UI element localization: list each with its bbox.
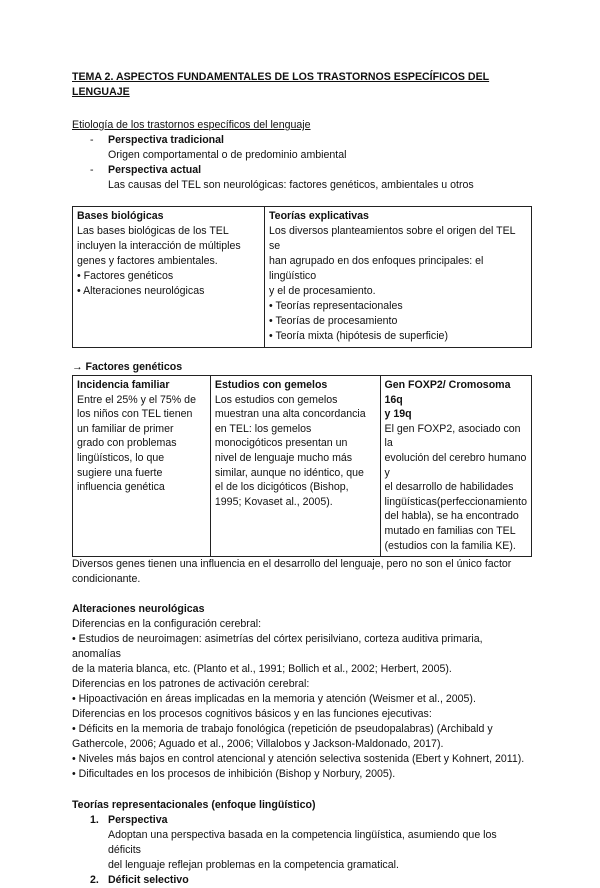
cell-line: un familiar de primer bbox=[77, 422, 174, 435]
cell-line: • Factores genéticos bbox=[77, 270, 174, 282]
cell-line: El gen FOXP2, asociado con la bbox=[384, 422, 521, 450]
cell-line: (estudios con la familia KE). bbox=[384, 539, 516, 552]
neuro-body bbox=[72, 617, 532, 782]
neuro-line: • Déficits en la memoria de trabajo fonológica (repetición de pseudopalabras) (Archibald y bbox=[72, 723, 493, 736]
cell-line: sugiere una fuerte bbox=[77, 466, 163, 479]
cell-line: incluyen la interacción de múltiples bbox=[77, 240, 241, 252]
list-item bbox=[72, 873, 532, 888]
cell-line: grado con problemas bbox=[77, 437, 177, 450]
dash-bullet: - bbox=[90, 164, 94, 176]
neuro-line: Diferencias en los procesos cognitivos básicos y en las funciones ejecutivas: bbox=[72, 708, 432, 721]
cell-line: lingüísticos, lo que bbox=[77, 451, 165, 464]
cell-line: lingüísticas(perfeccionamiento bbox=[384, 495, 527, 508]
item-heading: Perspectiva bbox=[108, 814, 168, 827]
cell-line: Los diversos planteamientos sobre el origen del TEL se bbox=[269, 225, 516, 252]
perspective-heading: Perspectiva tradicional bbox=[108, 134, 224, 146]
perspective-text: Origen comportamental o de predominio ambiental bbox=[108, 149, 347, 161]
cell-heading: y 19q bbox=[384, 408, 412, 421]
etiology-list bbox=[72, 133, 532, 193]
cell-heading: Incidencia familiar bbox=[77, 379, 170, 391]
neuro-line: • Estudios de neuroimagen: asimetrías del córtex perisilviano, corteza auditiva primaria, anomalías bbox=[72, 633, 483, 661]
cell-heading: Teorías explicativas bbox=[269, 210, 369, 222]
neuro-line: Gathercole, 2006; Aguado et al., 2006; Villalobos y Jackson-Maldonado, 2017). bbox=[72, 738, 444, 751]
cell-line: similar, aunque no idéntico, que bbox=[214, 466, 364, 479]
cell-line: influencia genética bbox=[77, 481, 165, 494]
document-title: TEMA 2. ASPECTOS FUNDAMENTALES DE LOS TRASTORNOS ESPECÍFICOS DEL LENGUAJE bbox=[72, 71, 490, 98]
cell-line: han agrupado en dos enfoques principales: el lingüístico bbox=[269, 255, 484, 282]
bases-table bbox=[72, 206, 532, 348]
neuro-line: • Hipoactivación en áreas implicadas en la memoria y atención (Weismer et al., 2005). bbox=[72, 693, 476, 706]
cell-line: • Teorías representacionales bbox=[269, 300, 403, 312]
cell-line: evolución del cerebro humano y bbox=[384, 451, 527, 479]
genetic-heading: → Factores genéticos bbox=[72, 361, 183, 373]
list-item bbox=[72, 163, 532, 193]
item-number: 1. bbox=[90, 814, 99, 827]
neuro-line: Diferencias en la configuración cerebral: bbox=[72, 618, 262, 631]
bases-biologicas-cell bbox=[73, 207, 265, 348]
perspective-text: Las causas del TEL son neurológicas: factores genéticos, ambientales u otros bbox=[108, 179, 474, 191]
cell-line: • Teorías de procesamiento bbox=[269, 315, 398, 327]
document-page bbox=[72, 70, 532, 888]
neuro-line: • Dificultades en los procesos de inhibición (Bishop y Norbury, 2005). bbox=[72, 768, 396, 781]
item-number: 2. bbox=[90, 874, 99, 887]
note-line: Diversos genes tienen una influencia en el desarrollo del lenguaje, pero no son el único factor bbox=[72, 558, 512, 571]
incidencia-familiar-cell bbox=[73, 376, 211, 557]
cell-line: muestran una alta concordancia bbox=[214, 408, 366, 421]
note-line: condicionante. bbox=[72, 573, 141, 586]
cell-heading: Estudios con gemelos bbox=[214, 379, 328, 391]
item-line: del lenguaje reflejan problemas en la competencia gramatical. bbox=[108, 859, 399, 872]
perspective-heading: Perspectiva actual bbox=[108, 164, 202, 176]
cell-line: el desarrollo de habilidades bbox=[384, 481, 514, 494]
cell-line: monocigóticos presentan un bbox=[214, 437, 348, 450]
list-item bbox=[72, 813, 532, 873]
dash-bullet: - bbox=[90, 134, 94, 146]
cell-line: genes y factores ambientales. bbox=[77, 255, 218, 267]
cell-line: Los estudios con gemelos bbox=[214, 393, 338, 406]
cell-line: del habla), se ha encontrado bbox=[384, 510, 519, 523]
cell-line: • Alteraciones neurológicas bbox=[77, 285, 205, 297]
theories-list bbox=[72, 813, 532, 888]
cell-heading: Bases biológicas bbox=[77, 210, 164, 222]
list-item bbox=[72, 133, 532, 163]
cell-line: en TEL: los gemelos bbox=[214, 422, 312, 435]
theories-heading: Teorías representacionales (enfoque lingüístico) bbox=[72, 799, 316, 812]
cell-line: el de los dicigóticos (Bishop, bbox=[214, 481, 349, 494]
neuro-line: Diferencias en los patrones de activación cerebral: bbox=[72, 678, 310, 691]
cell-line: Las bases biológicas de los TEL bbox=[77, 225, 229, 237]
cell-line: nivel de lenguaje mucho más bbox=[214, 451, 353, 464]
item-line: Adoptan una perspectiva basada en la competencia lingüística, asumiendo que los déficits bbox=[108, 829, 497, 857]
neuro-line: • Niveles más bajos en control atencional y atención selectiva sostenida (Ebert y Kohnert, 2011). bbox=[72, 753, 525, 766]
cell-line: mutado en familias con TEL bbox=[384, 524, 516, 537]
teorias-explicativas-cell bbox=[265, 207, 532, 348]
estudios-gemelos-cell bbox=[210, 376, 380, 557]
cell-heading: Gen FOXP2/ Cromosoma 16q bbox=[384, 379, 511, 406]
cell-line: • Teoría mixta (hipótesis de superficie) bbox=[269, 330, 448, 342]
gen-foxp2-cell bbox=[380, 376, 532, 557]
cell-line: los niños con TEL tienen bbox=[77, 408, 193, 421]
cell-line: 1995; Kovaset al., 2005). bbox=[214, 495, 333, 508]
neuro-line: de la materia blanca, etc. (Planto et al., 1991; Bollich et al., 2002; Herbert, 2005). bbox=[72, 663, 452, 676]
cell-line: Entre el 25% y el 75% de bbox=[77, 393, 196, 406]
genetic-note bbox=[72, 557, 532, 587]
item-heading: Déficit selectivo bbox=[108, 874, 189, 887]
neuro-heading: Alteraciones neurológicas bbox=[72, 603, 205, 616]
genetic-table bbox=[72, 375, 532, 557]
cell-line: y el de procesamiento. bbox=[269, 285, 376, 297]
etiology-heading: Etiología de los trastornos específicos del lenguaje bbox=[72, 119, 311, 131]
